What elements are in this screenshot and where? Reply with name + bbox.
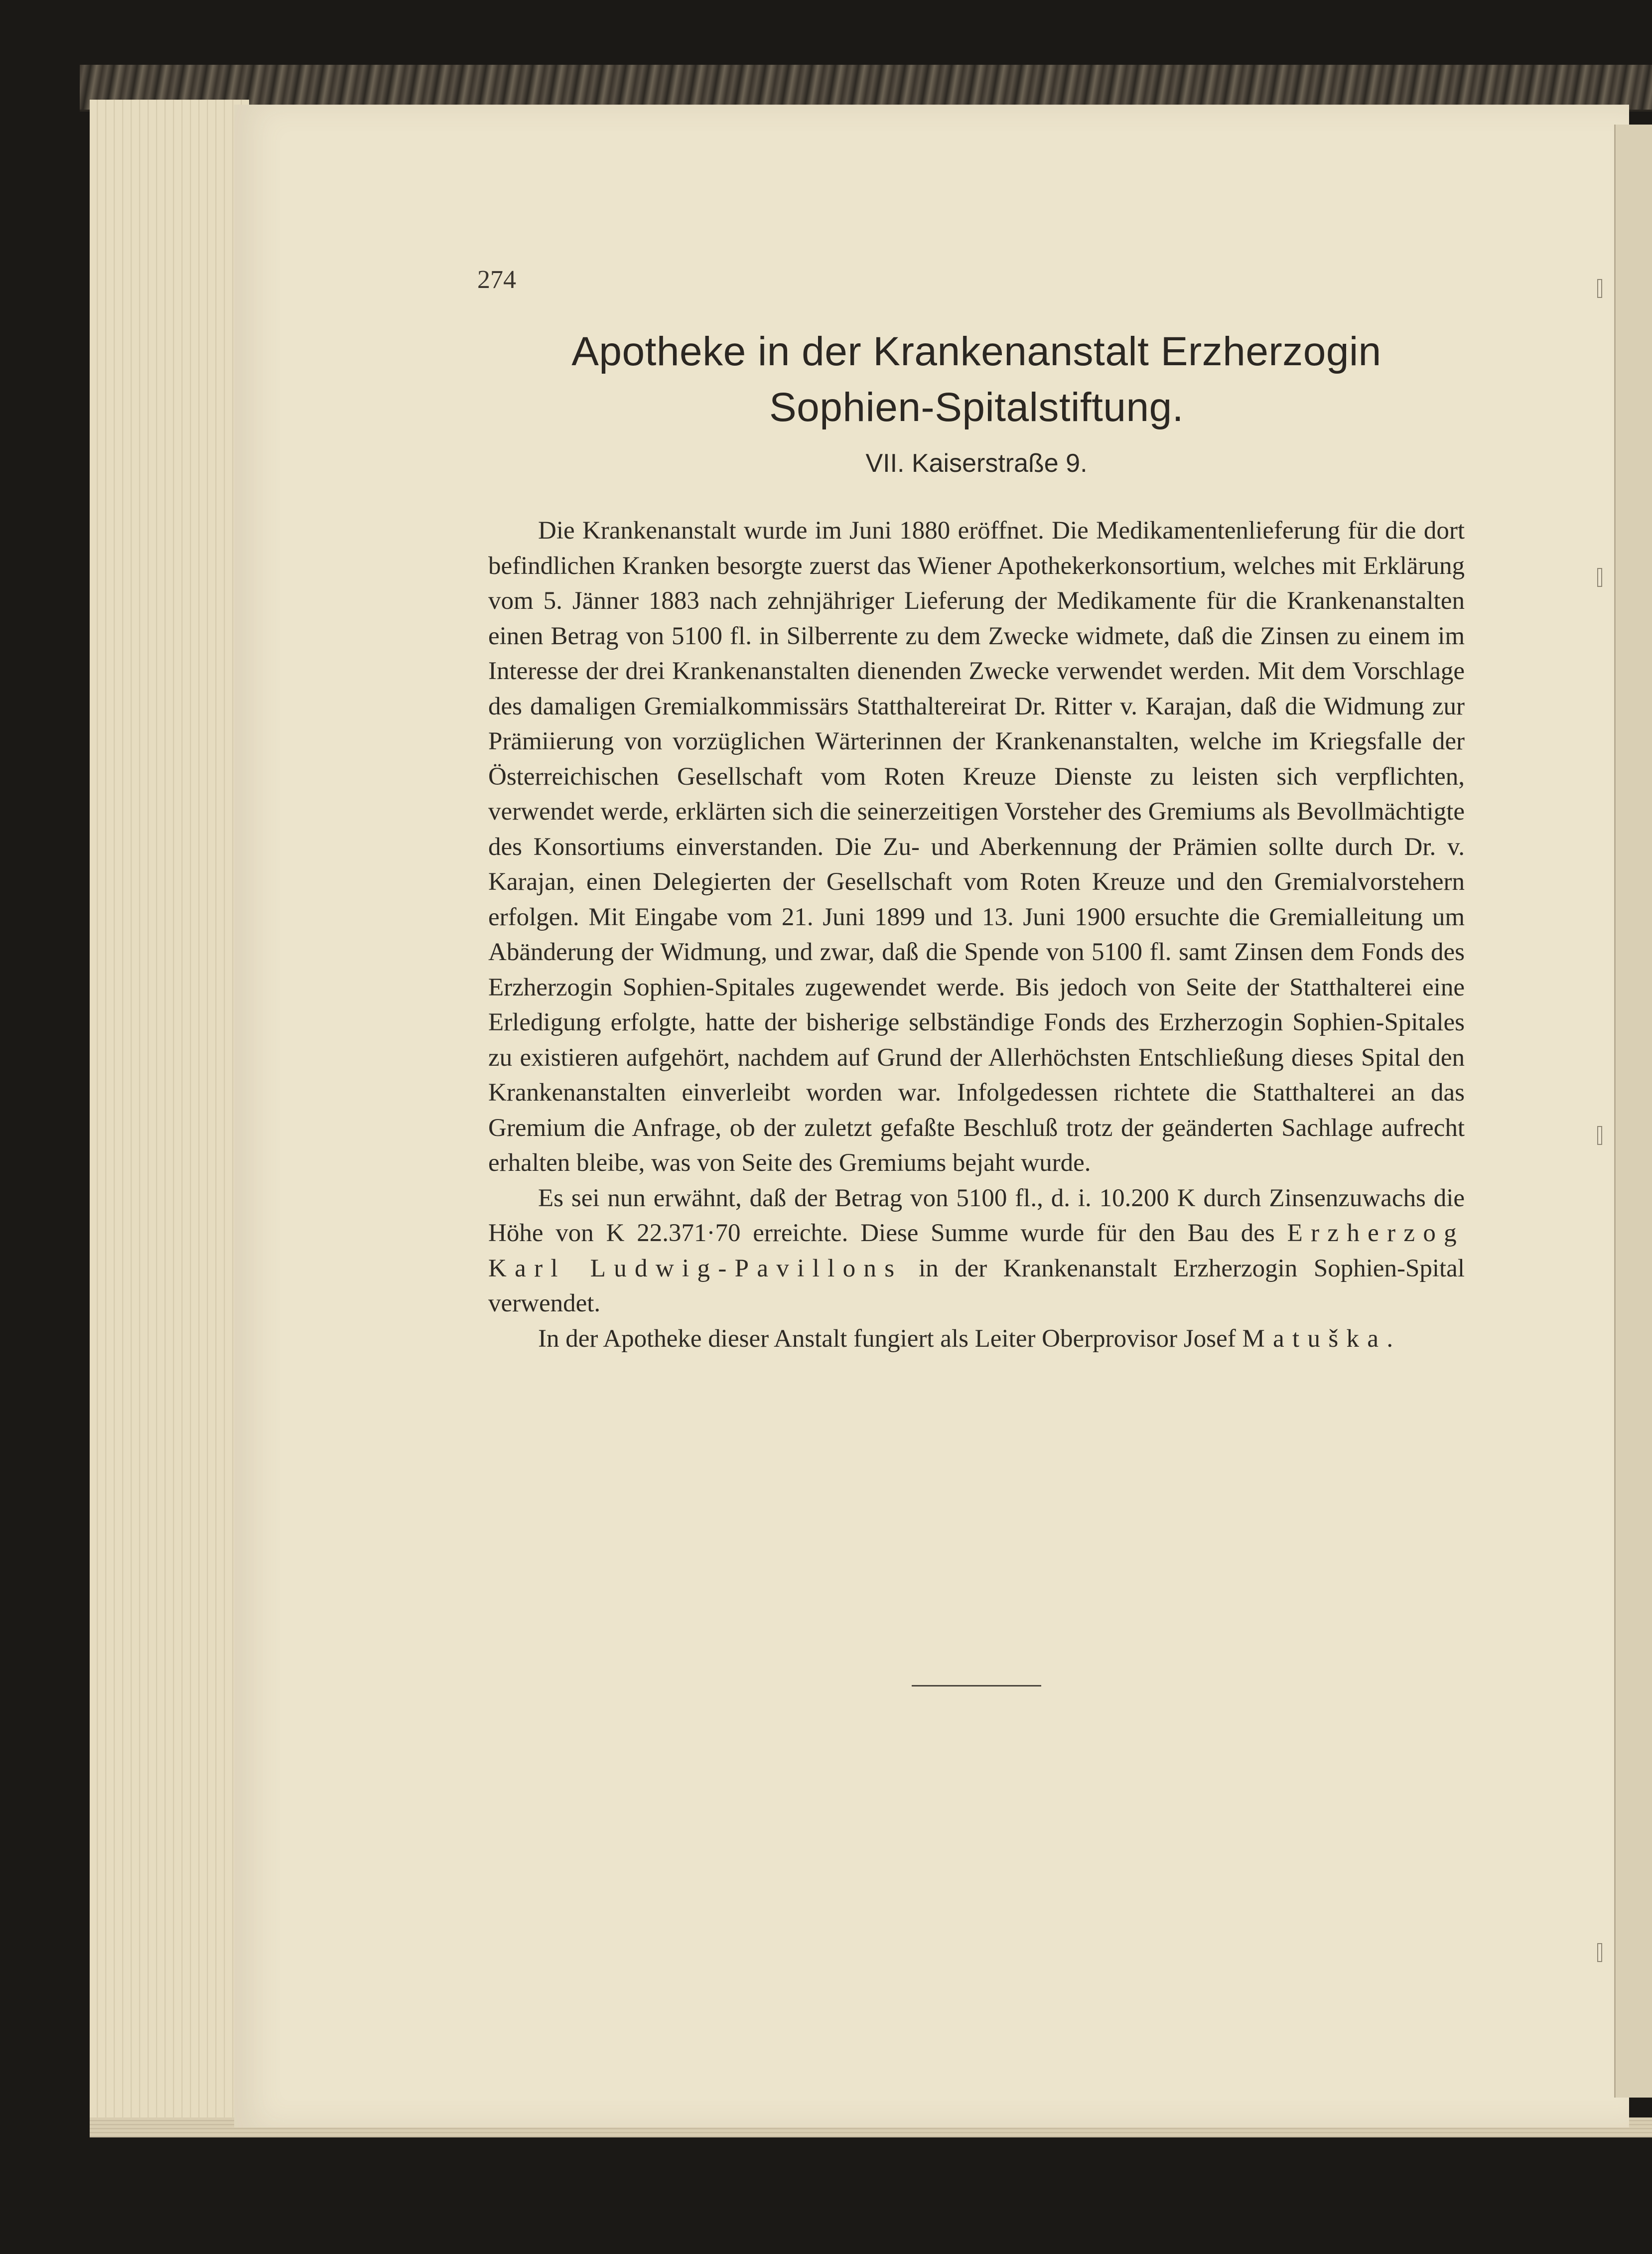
paragraph-2-text-a: Es sei nun erwähnt, daß der Betrag von 5100 fl., d. i. 10.200 K durch Zinsenzuwachs die Höhe von K 22.371·70 erreichte. Diese Summe wurde für den Bau des (488, 1184, 1465, 1247)
stitch-mark (1597, 1943, 1602, 1962)
title-line-2: Sophien-Spitalstiftung. (769, 385, 1184, 430)
page-title (478, 324, 1475, 435)
paragraph-3 (488, 1321, 1465, 1357)
paragraph-2 (488, 1181, 1465, 1321)
stitch-mark (1597, 279, 1602, 298)
stitch-mark (1597, 568, 1602, 587)
title-line-1: Apotheke in der Krankenanstalt Erzherzogin (571, 329, 1381, 374)
paragraph-2-spaced-name: Erzherzog Karl Ludwig-Pavillons (488, 1219, 1465, 1282)
paragraph-1: Die Krankenanstalt wurde im Juni 1880 eröffnet. Die Medikamentenlieferung für die dort befindlichen Kranken besorgte zuerst das Wiener Apothekerkonsortium, welches mit Erklärung vom 5. Jänner 1883 nach zehnjähriger Lieferung der Medikamente für die Krankenanstalten einen Betrag von 5100 fl. in Silberrente zu dem Zwecke widmete, daß die Zinsen zu einem im Interesse der drei Krankenanstalten dienenden Zwecke verwendet werden. Mit dem Vorschlage des damaligen Gremialkommissärs Statthaltereirat Dr. Ritter v. Karajan, daß die Widmung zur Prämiierung von vorzüglichen Wärterinnen der Krankenanstalten, welche im Kriegsfalle der Österreichischen Gesellschaft vom Roten Kreuze Dienste zu leisten sich verpflichten, verwendet werde, erklärten sich die seinerzeitigen Vorsteher des Gremiums als Bevollmächtigte des Konsortiums einverstanden. Die Zu- und Aberkennung der Prämien sollte durch Dr. v. Karajan, einen Delegierten der Gesellschaft vom Roten Kreuze und den Gremialvorstehern erfolgen. Mit Eingabe vom 21. Juni 1899 und 13. Juni 1900 ersuchte die Gremialleitung um Abänderung der Widmung, und zwar, daß die Spende von 5100 fl. samt Zinsen dem Fonds des Erzherzogin Sophien-Spitales zugewendet werde. Bis jedoch von Seite der Statthalterei eine Erledigung erfolgte, hatte der bisherige selbständige Fonds des Erzherzogin Sophien-Spitales zu existieren aufgehört, nachdem auf Grund der Allerhöchsten Entschließung dieses Spital den Krankenanstalten einverleibt worden war. Infolgedessen richtete die Statthalterei an das Gremium die Anfrage, ob der zuletzt gefaßte Beschluß trotz der geänderten Sachlage aufrecht erhalten bleibe, was von Seite des Gremiums bejaht wurde. (488, 517, 1465, 1177)
paragraph-3-text-a: In der Apotheke dieser Anstalt fungiert als Leiter Oberprovisor Josef (538, 1324, 1236, 1353)
page-right-edge (1614, 125, 1652, 2098)
stitch-mark (1597, 1126, 1602, 1145)
paragraph-3-spaced-name: Matuška. (1242, 1324, 1401, 1353)
section-divider (912, 1685, 1041, 1687)
address-line: VII. Kaiserstraße 9. (865, 449, 1088, 478)
page-stack-left (90, 100, 249, 2132)
page-number: 274 (477, 266, 516, 294)
body-text (488, 513, 1465, 1356)
paragraph-2-text-b: in der Krankenanstalt Erzherzogin Sophien-Spital verwendet. (488, 1254, 1465, 1317)
